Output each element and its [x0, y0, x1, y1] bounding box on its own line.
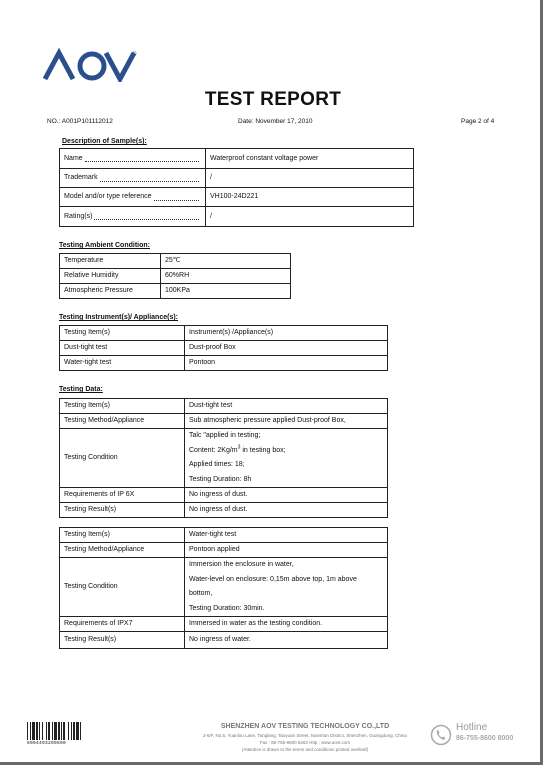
water-requirement-label: Requirements of IPX7 [60, 617, 185, 632]
ambient-value: 25℃ [161, 254, 291, 269]
water-method-label: Testing Method/Appliance [60, 543, 185, 558]
instruments-row [60, 326, 388, 341]
water-method-row [60, 543, 388, 558]
sample-row [60, 207, 414, 227]
condition-line: Content: $2Kg/m^3$ in testing box; [189, 444, 286, 454]
water-requirement-row [60, 617, 388, 632]
condition-line: Water-level on enclosure: 0,15m above top, 1m above [189, 575, 357, 583]
dust-method-row [60, 414, 388, 429]
footer-company: SHENZHEN AOV TESTING TECHNOLOGY CO.,LTD [220, 723, 390, 730]
water-result-value: No ingress of water. [185, 632, 388, 649]
condition-line: Testing Duration: 30min. [189, 604, 265, 612]
registered-mark: ® [132, 52, 137, 58]
hotline-label: Hotline [456, 722, 488, 733]
instruments-row [60, 341, 388, 356]
phone-icon [430, 724, 452, 746]
dust-result-label: Testing Result(s) [60, 503, 185, 518]
dust-condition-value [185, 429, 388, 488]
condition-line: Immersion the enclosure in water, [189, 561, 294, 568]
report-date: Date: November 17, 2010 [238, 118, 313, 125]
ambient-table [59, 253, 291, 299]
water-method-value: Pontoon applied [185, 543, 388, 558]
ambient-label: Temperature [60, 254, 161, 269]
dust-condition-row [60, 429, 388, 488]
sample-row [60, 188, 414, 207]
sample-value: / [206, 207, 414, 227]
footer-address: 2-6/F, No.5, Yuanlou Lane, Tanglang, Taoyuan Street, Nanshan District, Shenzhen, Guangdong, China [203, 733, 407, 738]
dust-requirement-label: Requirements of IP 6X [60, 488, 185, 503]
sample-section-title: Description of Sample(s): [62, 138, 147, 145]
water-condition-row [60, 558, 388, 617]
sample-row [60, 169, 414, 188]
instruments-value: Dust-proof Box [185, 341, 388, 356]
condition-line: Talc "applied in testing; [189, 432, 261, 439]
instruments-value: Instrument(s) /Appliance(s) [185, 326, 388, 341]
aov-logo [42, 48, 138, 82]
dust-item-label: Testing Item(s) [60, 399, 185, 414]
sample-value: VH100-24D221 [206, 188, 414, 207]
sample-table [59, 148, 414, 227]
instruments-table [59, 325, 388, 371]
dust-method-value: Sub atmospheric pressure applied Dust-proof Box, [185, 414, 388, 429]
barcode [27, 722, 103, 740]
report-number: NO.: A001P101112012 [47, 118, 113, 125]
water-test-table [59, 527, 388, 649]
sample-value: Waterproof constant voltage power [206, 149, 414, 169]
dust-item-value: Dust-tight test [185, 399, 388, 414]
ambient-value: 60%RH [161, 269, 291, 284]
dust-requirement-value: No ingress of dust. [185, 488, 388, 503]
dust-requirement-row [60, 488, 388, 503]
condition-line: bottom, [189, 590, 213, 597]
hotline-number: 86-755-8600 8000 [456, 735, 514, 742]
water-item-value: Water-tight test [185, 528, 388, 543]
dust-condition-label: Testing Condition [60, 429, 185, 488]
instruments-row [60, 356, 388, 371]
page-number: Page 2 of 4 [461, 118, 495, 125]
instruments-value: Pontoon [185, 356, 388, 371]
water-item-row [60, 528, 388, 543]
instruments-label: Dust-tight test [60, 341, 185, 356]
ambient-row [60, 254, 291, 269]
ambient-value: 100KPa [161, 284, 291, 299]
instruments-section-title: Testing Instrument(s)/ Appliance(s): [59, 314, 179, 321]
water-result-row [60, 632, 388, 649]
dust-method-label: Testing Method/Appliance [60, 414, 185, 429]
water-condition-label: Testing Condition [60, 558, 185, 617]
water-requirement-value: Immersed in water as the testing condition. [185, 617, 388, 632]
ambient-label: Relative Humidity [60, 269, 161, 284]
sample-label: Model and/or type reference [64, 193, 152, 200]
sample-value: / [206, 169, 414, 188]
water-condition-value [185, 558, 388, 617]
sample-label: Rating(s) [64, 212, 93, 220]
dust-test-table [59, 398, 388, 518]
ambient-row [60, 269, 291, 284]
sample-label: Trademark [64, 174, 98, 181]
sample-label: Name [64, 154, 83, 162]
data-section-title: Testing Data: [59, 386, 103, 393]
footer-fax-web: Fax : 86-755-8600 6282 Http : www.aovt.com [259, 740, 351, 745]
ambient-section-title: Testing Ambient Condition: [59, 242, 150, 249]
dust-result-value: No ingress of dust. [185, 503, 388, 518]
ambient-label: Atmospheric Pressure [60, 284, 161, 299]
instruments-label: Testing Item(s) [60, 326, 185, 341]
condition-line: Testing Duration: 8h [189, 475, 252, 483]
condition-line: Applied times: 18; [189, 461, 245, 468]
barcode-number: 6004403209800 [27, 741, 67, 746]
dust-result-row [60, 503, 388, 518]
dust-item-row [60, 399, 388, 414]
water-item-label: Testing Item(s) [60, 528, 185, 543]
footer-note: (Attention is drawn to the terms and conditions printed overleaf) [241, 747, 369, 752]
instruments-label: Water-tight test [60, 356, 185, 371]
ambient-row [60, 284, 291, 299]
sample-row [60, 149, 414, 169]
report-title: TEST REPORT [204, 89, 342, 110]
water-result-label: Testing Result(s) [60, 632, 185, 649]
